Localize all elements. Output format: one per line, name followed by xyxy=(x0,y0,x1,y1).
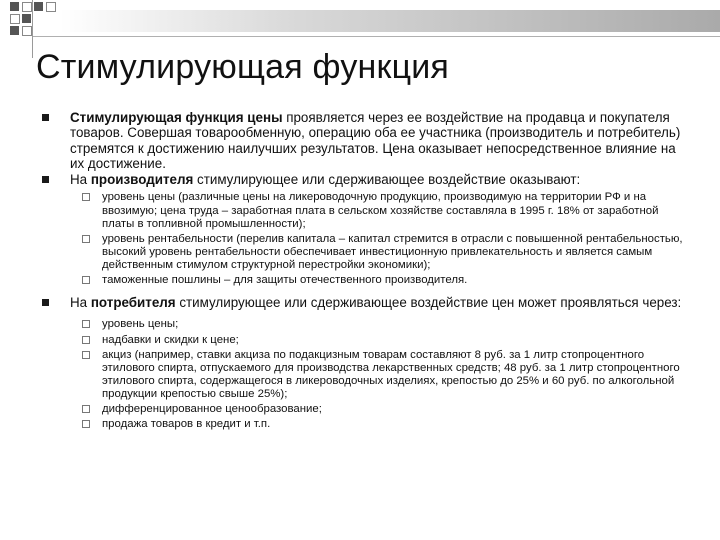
sub-bullet-text: уровень цены; xyxy=(102,318,179,331)
hollow-square-bullet-icon xyxy=(82,193,90,201)
sub-bullet-text: надбавки и скидки к цене; xyxy=(102,333,239,346)
sub-bullet-text: дифференцированное ценообразование; xyxy=(102,403,322,415)
vertical-rule xyxy=(32,0,33,58)
sub-bullet xyxy=(42,334,692,347)
bullet-text: проявляется через ее воздействие на продавца и покупателя товаров. Совершая товарообменную, операцию оба ее участника (производитель и потребитель) стремятся к достижению наилучших результатов. Цена оказывает непосредственное влияние на их достижение. xyxy=(70,110,681,171)
sub-bullet xyxy=(42,349,692,401)
sub-bullet-text: таможенные пошлины – для защиты отечественного производителя. xyxy=(102,274,468,287)
hollow-square-bullet-icon xyxy=(82,235,90,243)
deco-square xyxy=(22,2,32,12)
bullet-pre: На xyxy=(70,295,91,311)
square-bullet-icon xyxy=(42,176,49,183)
bullet-bold-word: потребителя xyxy=(90,295,176,311)
bullet-producer xyxy=(42,172,692,187)
hollow-square-bullet-icon xyxy=(82,351,90,359)
title-underline xyxy=(32,36,720,37)
deco-square xyxy=(10,14,20,24)
deco-square xyxy=(22,14,31,23)
sub-bullet xyxy=(42,191,692,230)
sub-bullet xyxy=(42,403,692,416)
sub-bullet-text: уровень рентабельности (перелив капитала – капитал стремится в отрасли с повышенной рентабельностью, высокий уровень рентабельности обеспечивает инвестиционную привлекательность и является самым действенным стимулом структурной перестройки экономики); xyxy=(102,232,683,271)
hollow-square-bullet-icon xyxy=(82,420,90,428)
slide-title: Стимулирующая функция xyxy=(36,48,450,86)
sub-bullet-text: акциз (например, ставки акциза по подакцизным товарам составляют 8 руб. за 1 литр стопроцентного этилового спирта, отпускаемого для производства лекарственных средств; 48 руб. за 1 литр стопроцентного этилового спирта, содержащегося в ликероводочных изделиях, крепостью до 25% и 60 руб. по алкогольной продукции крепостью свыше 25%); xyxy=(102,348,680,400)
bullet-stimulating-function xyxy=(42,110,692,171)
bullet-post: стимулирующее или сдерживающее воздействие оказывают: xyxy=(193,172,581,188)
bullet-pre: На xyxy=(70,172,91,188)
deco-square xyxy=(22,26,32,36)
sub-bullet-text: уровень цены (различные цены на ликероводочную продукцию, производимую на территории РФ и на ввозимую; цена труда – заработная плата в сельском хозяйстве составляла в 1995 г. 18% от заработной платы в топливной промышленности); xyxy=(102,191,659,230)
hollow-square-bullet-icon xyxy=(82,405,90,413)
sub-bullet xyxy=(42,418,692,431)
sub-bullet-text: продажа товаров в кредит и т.п. xyxy=(102,418,271,431)
hollow-square-bullet-icon xyxy=(82,336,90,344)
square-bullet-icon xyxy=(42,299,49,306)
bullet-consumer xyxy=(42,295,692,310)
deco-square xyxy=(46,2,56,12)
sub-bullet xyxy=(42,318,692,331)
bullet-bold-lead: Стимулирующая функция цены xyxy=(70,110,283,125)
slide-content xyxy=(42,110,692,431)
deco-square xyxy=(10,2,19,11)
deco-square xyxy=(10,26,19,35)
square-bullet-icon xyxy=(42,114,49,121)
header-gradient-bar xyxy=(60,10,720,32)
hollow-square-bullet-icon xyxy=(82,276,90,284)
sub-bullet xyxy=(42,274,692,287)
bullet-post: стимулирующее или сдерживающее воздействие цен может проявляться через: xyxy=(175,295,682,311)
bullet-bold-word: производителя xyxy=(90,172,194,188)
sub-bullet xyxy=(42,233,692,272)
hollow-square-bullet-icon xyxy=(82,320,90,328)
deco-square xyxy=(34,2,43,11)
